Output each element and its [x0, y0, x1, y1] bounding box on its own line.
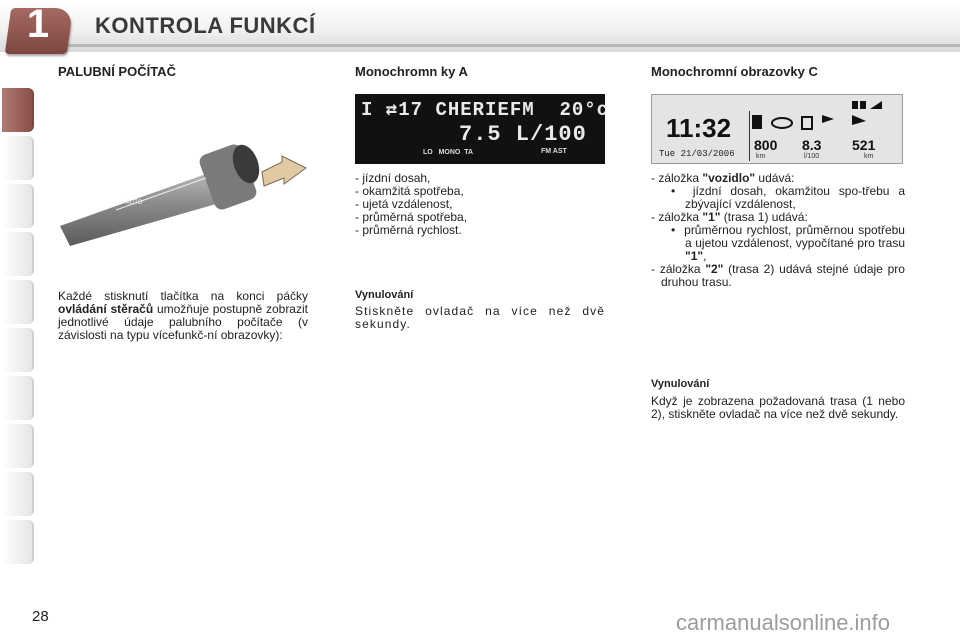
- display-c-value-1: 800: [754, 137, 778, 153]
- chapter-tab-4[interactable]: [2, 232, 34, 276]
- display-c-unit-1: km: [756, 153, 766, 160]
- display-c-value-3: 521: [852, 137, 876, 153]
- display-c-tab-icons: [752, 113, 872, 133]
- list-item: - záložka "2" (trasa 2) udává stejné údaje pro druhou trasu.: [651, 262, 905, 289]
- section-heading-trip-computer: PALUBNÍ POČÍTAČ: [58, 64, 176, 79]
- list-item: • průměrnou rychlost, průměrnou spotřebu a ujetou vzdálenost, vypočítané pro trasu "1",: [671, 223, 905, 263]
- display-a-list: [355, 172, 605, 237]
- reset-heading-a: Vynulování: [355, 289, 414, 301]
- list-item: - jízdní dosah,: [355, 171, 431, 185]
- section-heading-display-a: Monochromn ky A: [355, 64, 468, 79]
- list-item: - ujetá vzdálenost,: [355, 197, 453, 211]
- chapter-tab-8[interactable]: [2, 424, 34, 468]
- display-c-unit-2: l/100: [804, 153, 820, 160]
- display-a-line3b: FM AST: [541, 148, 567, 155]
- list-item: - průměrná spotřeba,: [355, 210, 468, 224]
- display-c-screenshot: [651, 94, 903, 164]
- list-item: - okamžitá spotřeba,: [355, 184, 464, 198]
- list-item: - záložka "1" (trasa 1) udává:: [651, 210, 808, 224]
- chapter-tab-9[interactable]: [2, 472, 34, 516]
- list-item: - záložka "vozidlo" udává:: [651, 171, 795, 185]
- display-a-screenshot: [355, 94, 610, 164]
- signal-icon: [852, 99, 892, 111]
- display-c-value-2: 8.3: [802, 137, 822, 153]
- reset-text-a: Stiskněte ovladač na více než dvě sekundy.: [355, 304, 605, 331]
- display-c-unit-3: km: [864, 153, 874, 160]
- svg-text:AUTO: AUTO: [126, 200, 143, 206]
- display-a-line1: I ⇄17 CHERIEFM 20°c: [361, 99, 610, 121]
- display-a-line3: LO MONO TA: [423, 149, 474, 156]
- chapter-tab-10[interactable]: [2, 520, 34, 564]
- page-title: KONTROLA FUNKCÍ: [95, 13, 316, 38]
- chapter-tab-1[interactable]: [2, 88, 34, 132]
- trip-computer-description: Každé stisknutí tlačítka na konci páčky ovládání stěračů umožňuje postupně zobrazit jednotlivé údaje palubního počítače (v závislosti na typu vícefunkč-ní obrazovky):: [58, 289, 308, 342]
- display-c-date: Tue 21/03/2006: [659, 149, 735, 159]
- chapter-number: 1: [26, 2, 50, 46]
- chapter-tab-6[interactable]: [2, 328, 34, 372]
- display-c-divider: [749, 111, 750, 161]
- page-number: 28: [32, 608, 49, 625]
- watermark: carmanualsonline.info: [676, 610, 891, 635]
- section-heading-display-c: Monochromní obrazovky C: [651, 64, 818, 79]
- chapter-tab-7[interactable]: [2, 376, 34, 420]
- list-item: • jízdní dosah, okamžitou spo-třebu a zbývající vzdálenost,: [671, 184, 905, 211]
- chapter-tab-2[interactable]: [2, 136, 34, 180]
- header-rule: [62, 44, 960, 47]
- display-a-line2: 7.5 L/100: [459, 122, 587, 147]
- list-item: - průměrná rychlost.: [355, 223, 462, 237]
- display-c-description: [651, 172, 905, 289]
- chapter-tab-rail: [0, 60, 36, 580]
- display-c-time: 11:32: [666, 113, 732, 143]
- chapter-tab-5[interactable]: [2, 280, 34, 324]
- reset-heading-c: Vynulování: [651, 378, 710, 390]
- chapter-tab-3[interactable]: [2, 184, 34, 228]
- wiper-stalk-illustration: [56, 134, 312, 246]
- reset-text-c: Když je zobrazena požadovaná trasa (1 nebo 2), stiskněte ovladač na více než dvě sekundy.: [651, 394, 905, 421]
